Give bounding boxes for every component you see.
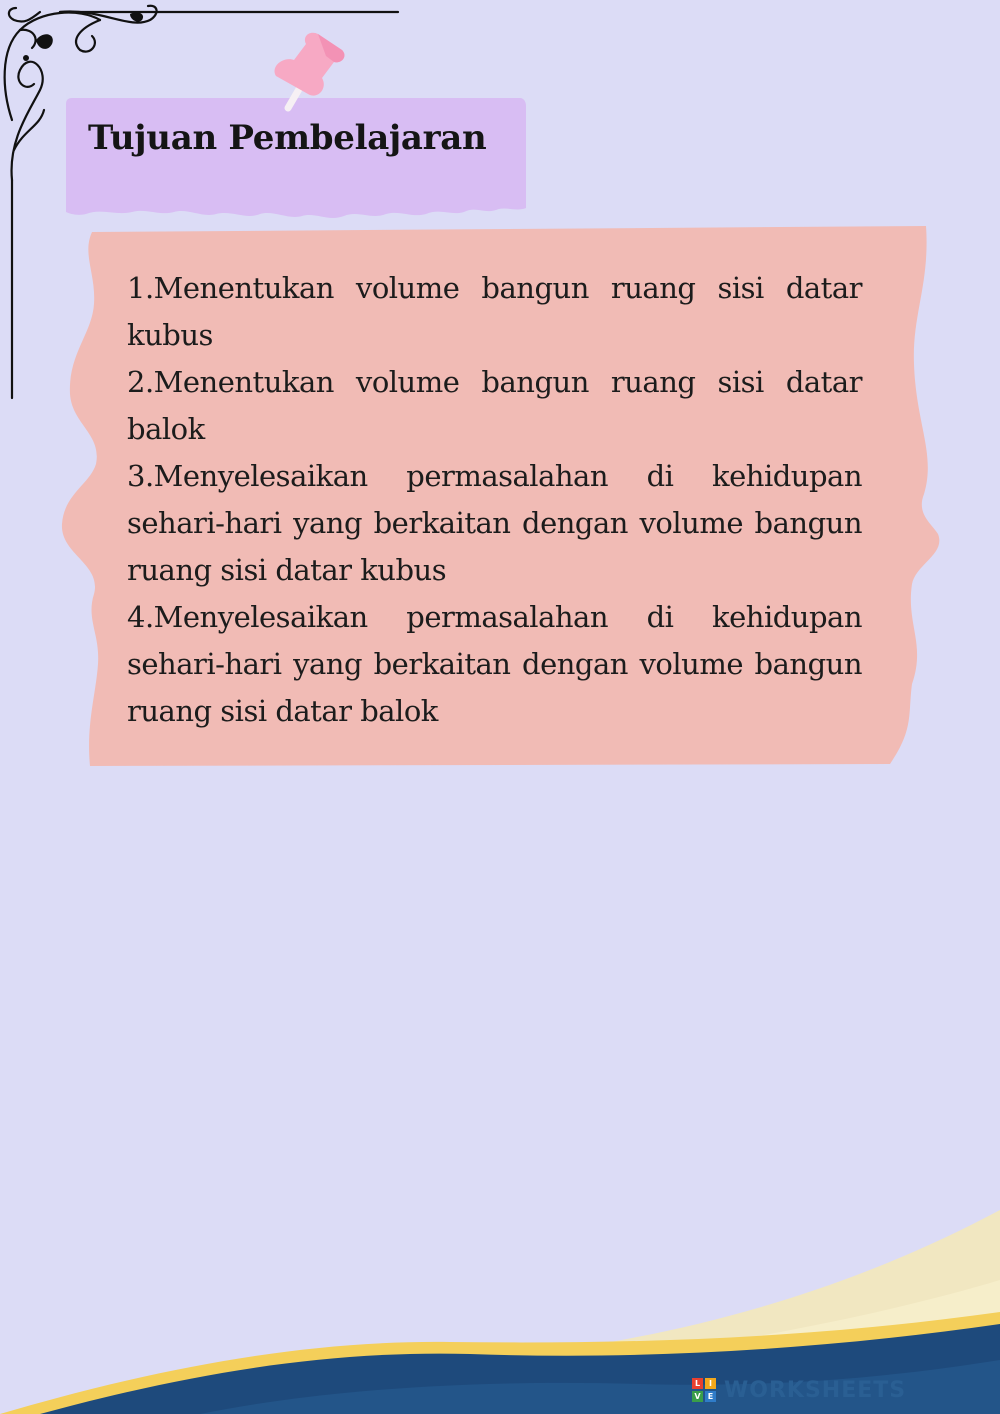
objective-item-1: 1.Menentukan volume bangun ruang sisi datar kubus — [127, 271, 862, 352]
brand-logo-letter: E — [705, 1391, 716, 1402]
brand-logo-grid — [692, 1378, 716, 1402]
objectives-list — [127, 265, 862, 735]
objective-item-4: 4.Menyelesaikan permasalahan di kehidupan sehari-hari yang berkaitan dengan volume bangun ruang sisi datar balok — [127, 600, 862, 728]
brand-name: WORKSHEETS — [724, 1377, 907, 1403]
page-title: Tujuan Pembelajaran — [88, 118, 487, 158]
brand-logo-letter: I — [705, 1378, 716, 1389]
objective-item-2: 2.Menentukan volume bangun ruang sisi datar balok — [127, 365, 862, 446]
title-tab-shape — [66, 96, 526, 226]
push-pin-icon — [266, 28, 350, 114]
brand-logo-letter: V — [692, 1391, 703, 1402]
brand-logo-letter: L — [692, 1378, 703, 1389]
objective-item-3: 3.Menyelesaikan permasalahan di kehidupan sehari-hari yang berkaitan dengan volume bangun ruang sisi datar kubus — [127, 459, 862, 587]
liveworksheets-logo — [692, 1377, 906, 1403]
